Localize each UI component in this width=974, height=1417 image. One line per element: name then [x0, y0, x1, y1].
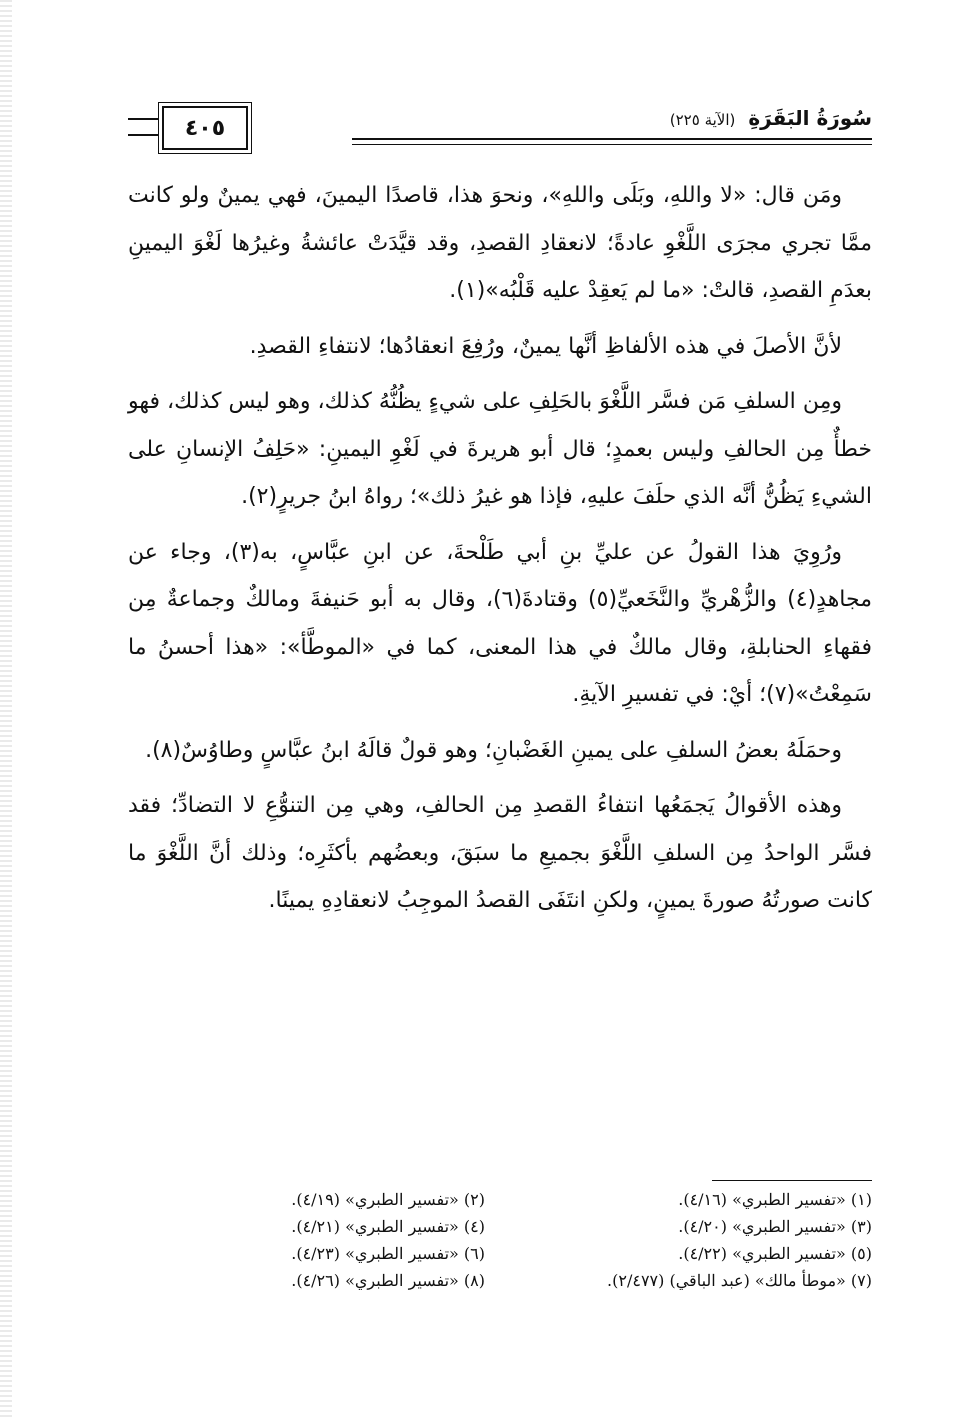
- paragraph: ورُوِيَ هذا القولُ عن عليِّ بنِ أبي طَلْحةَ، عن ابنِ عبَّاسٍ، به(٣)، وجاء عن مجاهدٍ(٤) والزُّهْريِّ والنَّخَعيِّ(٥) وقتادةَ(٦)، وقال به أبو حَنيفةَ ومالكٌ وجماعةٌ مِن فقهاءِ الحنابلةِ، وقال مالكٌ في هذا المعنى، كما في «الموطَّأ»: «هذا أحسنُ ما سَمِعْتُ»(٧)؛ أيْ: في تفسيرِ الآيةِ.: [128, 539, 872, 707]
- footnote: (٨) «تفسير الطبري» (٤/٢٦).: [291, 1271, 485, 1290]
- footnote-separator: [712, 1180, 872, 1181]
- paragraph: لأنَّ الأصلَ في هذه الألفاظِ أنَّها يمينٌ، ورُفِعَ انعقادُها؛ لانتفاءِ القصدِ.: [249, 333, 842, 359]
- scan-edge-shadow: [0, 0, 12, 1417]
- paragraph: ومَن قال: «لا واللهِ، وبَلَى واللهِ»، ونحوَ هذا، قاصدًا اليمينَ، فهي يمينٌ ولو كانت ممَّا تجري مجرَى اللَّغْوِ عادةً؛ لانعقادِ القصدِ، وقد قيَّدَتْ عائشةُ وغيرُها لَغْوَ اليمينِ بعدَمِ القصدِ، قالتْ: «ما لم يَعقِدْ عليه قَلْبُه»(١).: [128, 183, 872, 303]
- page-number: ٤٠٥: [162, 106, 248, 150]
- paragraph: ومِن السلفِ مَن فسَّر اللَّغْوَ بالحَلِفِ على شيءٍ يظُنُّهُ كذلك، وهو ليس كذلك، فهو خطأٌ مِن الحالفِ وليس بعمدٍ؛ قال أبو هريرةَ في لَغْوِ اليمينِ: «حَلِفُ الإنسانِ على الشيءِ يَظُنُّ أنَّه الذي حلَفَ عليهِ، فإذا هو غيرُ ذلك»؛ رواهُ ابنُ جريرٍ(٢).: [128, 389, 872, 509]
- footnote: (٤) «تفسير الطبري» (٤/٢١).: [291, 1217, 485, 1236]
- running-title: [670, 106, 872, 130]
- header-rule: [352, 138, 872, 140]
- header-rule-thin: [352, 144, 872, 145]
- ayah-reference: (الآية ٢٢٥): [669, 111, 736, 129]
- footnote: (٣) «تفسير الطبري» (٤/٢٠).: [678, 1217, 872, 1236]
- paragraph: وحمَلَهُ بعضُ السلفِ على يمينِ الغَضْبانِ؛ وهو قولٌ قالَهُ ابنُ عبَّاسٍ وطاوُسٌ(٨).: [145, 737, 842, 763]
- paragraph: وهذه الأقوالُ يَجمَعُها انتفاءُ القصدِ مِن الحالفِ، وهي مِن التنوُّعِ لا التضادِّ؛ فقد فسَّر الواحدُ مِن السلفِ اللَّغْوَ بجميعِ ما سبَقَ، وبعضُهم بأكثَرِه؛ وذلك أنَّ اللَّغْوَ ما كانت صورتُهُ صورةَ يمينٍ، ولكنِ انتَفَى القصدُ الموجِبُ لانعقادِهِ يمينًا.: [128, 793, 872, 913]
- surah-title: سُورَةُ البَقَرَةِ: [748, 106, 872, 130]
- footnote: (٥) «تفسير الطبري» (٤/٢٢).: [678, 1244, 872, 1263]
- footnote: (٦) «تفسير الطبري» (٤/٢٣).: [291, 1244, 485, 1263]
- page-number-ornament: [128, 118, 158, 136]
- main-text: [128, 172, 872, 933]
- footnote: (١) «تفسير الطبري» (٤/١٦).: [678, 1190, 872, 1209]
- footnote: (٢) «تفسير الطبري» (٤/١٩).: [291, 1190, 485, 1209]
- page-header: [128, 100, 872, 154]
- footnotes: [128, 1186, 872, 1294]
- footnote: (٧) «موطأ مالك» (عبد الباقي) (٢/٤٧٧).: [607, 1271, 872, 1290]
